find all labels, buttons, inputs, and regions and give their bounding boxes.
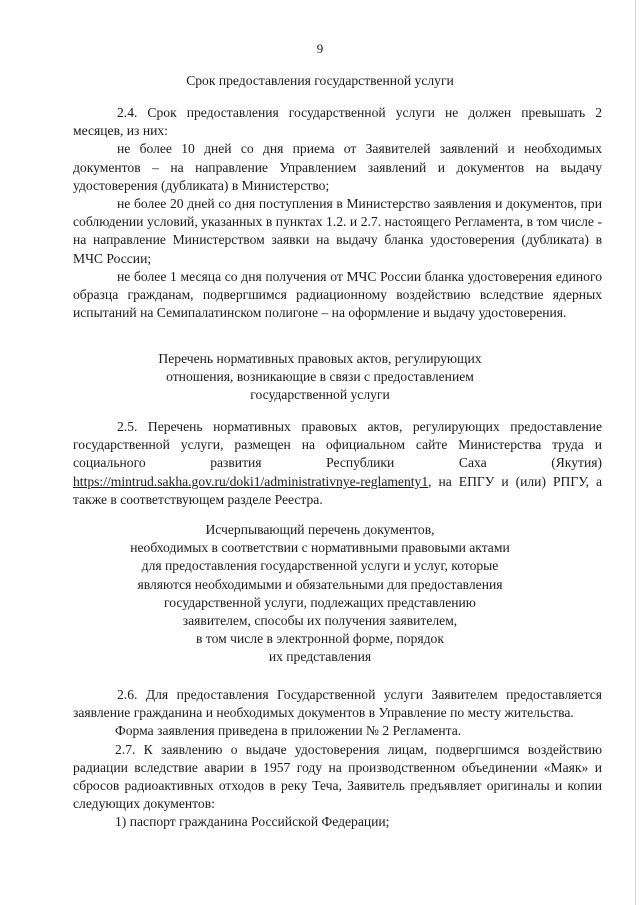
title-line: необходимых в соответствии с нормативными правовыми актами xyxy=(130,540,510,556)
ministry-website-link[interactable]: https://mintrud.sakha.gov.ru/doki1/administrativnye-reglamenty1 xyxy=(73,473,429,489)
paragraph-form-reference: Форма заявления приведена в приложении № 2 Регламента. xyxy=(115,723,462,739)
paragraph-term-20-days: не более 20 дней со дня поступления в Министерство заявления и документов, при соблюдении условий, указанных в пунктах 1.2. и 2.7. настоящего Регламента, в том числе - на направление Министерством заявки на выдачу бланка удостоверения (дубликата) в МЧС России; xyxy=(73,196,602,266)
list-item-passport: 1) паспорт гражданина Российской Федерации; xyxy=(115,814,390,830)
page-edge-line xyxy=(635,0,636,905)
paragraph-term-1-month: не более 1 месяца со дня получения от МЧС России бланка удостоверения единого образца гражданам, подвергшимся радиационному воздействию вследствие ядерных испытаний на Семипалатинском полигоне – на оформление и выдачу удостоверения. xyxy=(73,268,602,321)
section-title-legal-acts xyxy=(80,350,560,405)
title-line: государственной услуги xyxy=(250,387,390,403)
section-documents-body xyxy=(73,686,602,832)
paragraph-2-5-end: , на ЕПГУ и (или) РПГУ, а также в соответствующем разделе Реестра. xyxy=(73,473,602,507)
title-line: для предоставления государственной услуги и услуг, которые xyxy=(141,558,499,574)
title-line: заявителем, способы их получения заявителем, xyxy=(182,613,458,629)
paragraph-term-10-days: не более 10 дней со дня приема от Заявителей заявлений и необходимых документов – на направление Управлением заявлений и документов на выдачу удостоверения (дубликата) в Министерство; xyxy=(73,141,602,193)
title-line: отношения, возникающие в связи с предоставлением xyxy=(166,369,474,385)
paragraph-2-7: 2.7. К заявлению о выдаче удостоверения лицам, подвергшимся воздействию радиации вследствие аварии в 1957 году на производственном объединении «Маяк» и сбросов радиоактивных отходов в реку Теча, Заявитель предъявляет оригиналы и копии следующих документов: xyxy=(73,741,602,812)
title-line: в том числе в электронной форме, порядок xyxy=(196,631,444,647)
section-title-service-term: Срок предоставления государственной услуги xyxy=(186,73,454,88)
section-title-documents xyxy=(80,521,560,667)
title-line: государственной услуги, подлежащих представлению xyxy=(164,594,476,610)
section-service-term-body xyxy=(73,104,602,322)
title-line: Перечень нормативных правовых актов, регулирующих xyxy=(158,351,482,366)
paragraph-2-4: 2.4. Срок предоставления государственной услуги не должен превышать 2 месяцев, из них: xyxy=(73,105,602,139)
paragraph-2-5-text: 2.5. Перечень нормативных правовых актов, регулирующих предоставление государственной услуги, размещен на официальном сайте Министерства труда и социального развития Республики Саха (Якутия) xyxy=(73,419,602,471)
title-line: являются необходимыми и обязательными для предоставления xyxy=(137,576,503,592)
paragraph-2-6: 2.6. Для предоставления Государственной услуги Заявителем предоставляется заявление гражданина и необходимых документов в Управление по месту жительства. xyxy=(73,687,602,721)
page-number: 9 xyxy=(316,41,324,56)
paragraph-2-5 xyxy=(73,418,602,509)
title-line: Исчерпывающий перечень документов, xyxy=(205,522,435,537)
title-line: их представления xyxy=(268,649,372,665)
section-legal-acts-body xyxy=(73,418,602,509)
